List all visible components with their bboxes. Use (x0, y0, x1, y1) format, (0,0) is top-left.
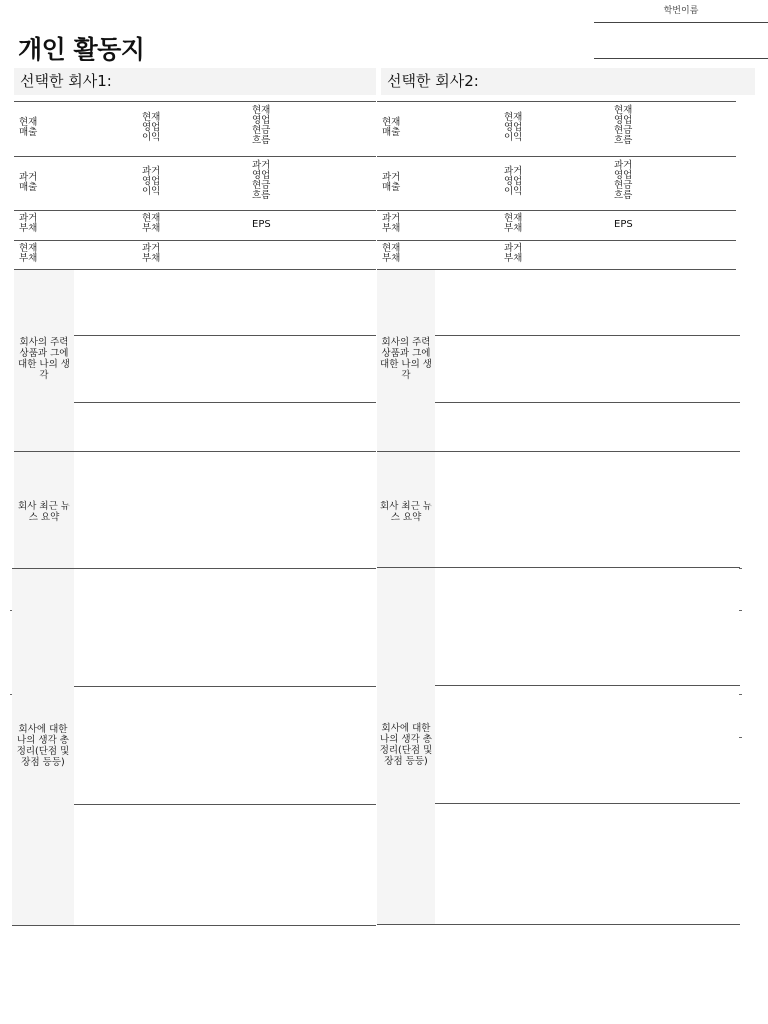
metric-current-operating-cashflow-label: 현재 영업 현금 흐름 (252, 105, 271, 146)
metric-past-operating-cashflow-label: 과거 영업 현금 흐름 (614, 160, 633, 201)
company-2-summary-label: 회사에 대한 나의 생각 총정리(단점 및 장점 등등) (379, 723, 433, 767)
metric-past-debt-label: 과거 부채 (19, 213, 38, 234)
margin-tick (10, 610, 12, 611)
metric-current-operating-income-label: 현재 영업 이익 (504, 112, 523, 143)
student-name-underline (594, 58, 768, 59)
margin-tick (739, 694, 742, 695)
writing-line (74, 686, 376, 687)
metric-current-debt-label: 현재 부채 (504, 213, 523, 234)
company-1-heading: 선택한 회사1: (14, 68, 376, 95)
writing-line (74, 335, 376, 336)
section-divider (377, 924, 740, 925)
writing-line (435, 803, 740, 804)
margin-tick (739, 568, 742, 569)
writing-line (435, 335, 740, 336)
table-rule (14, 101, 376, 102)
company-2-news-label: 회사 최근 뉴스 요약 (380, 501, 432, 523)
margin-tick (10, 694, 12, 695)
margin-tick (739, 610, 742, 611)
metric-past-debt-label: 과거 부채 (142, 243, 161, 264)
margin-tick (739, 737, 742, 738)
metric-current-debt-label: 현재 부채 (19, 243, 38, 264)
metric-past-revenue-label: 과거 매출 (19, 172, 38, 193)
table-rule (377, 156, 736, 157)
metric-past-debt-label: 과거 부채 (504, 243, 523, 264)
metric-current-operating-income-label: 현재 영업 이익 (142, 112, 161, 143)
metric-eps-label: EPS (614, 219, 633, 230)
company-2-products-label: 회사의 주력 상품과 그에 대한 나의 생각 (380, 337, 432, 381)
writing-line (435, 402, 740, 403)
metric-past-debt-label: 과거 부채 (382, 213, 401, 234)
company-1-summary-label: 회사에 대한 나의 생각 총정리(단점 및 장점 등등) (16, 724, 70, 768)
table-rule (377, 101, 736, 102)
metric-current-debt-label: 현재 부채 (382, 243, 401, 264)
writing-line (435, 685, 740, 686)
table-rule (14, 210, 376, 211)
metric-past-operating-income-label: 과거 영업 이익 (142, 166, 161, 197)
table-rule (14, 156, 376, 157)
metric-current-operating-cashflow-label: 현재 영업 현금 흐름 (614, 105, 633, 146)
table-rule (14, 240, 376, 241)
metric-past-operating-income-label: 과거 영업 이익 (504, 166, 523, 197)
company-1-news-label: 회사 최근 뉴스 요약 (18, 501, 70, 523)
student-id-name-label: 학번이름 (594, 0, 768, 23)
writing-line (74, 402, 376, 403)
page-title: 개인 활동지 (18, 35, 145, 64)
section-divider (12, 925, 376, 926)
table-rule (377, 240, 736, 241)
metric-current-debt-label: 현재 부채 (142, 213, 161, 234)
metric-current-revenue-label: 현재 매출 (382, 117, 401, 138)
metric-current-revenue-label: 현재 매출 (19, 117, 38, 138)
metric-past-operating-cashflow-label: 과거 영업 현금 흐름 (252, 160, 271, 201)
company-2-heading: 선택한 회사2: (381, 68, 755, 95)
metric-past-revenue-label: 과거 매출 (382, 172, 401, 193)
metric-eps-label: EPS (252, 219, 271, 230)
writing-line (74, 804, 376, 805)
table-rule (377, 210, 736, 211)
company-1-products-label: 회사의 주력 상품과 그에 대한 나의 생각 (18, 337, 70, 381)
